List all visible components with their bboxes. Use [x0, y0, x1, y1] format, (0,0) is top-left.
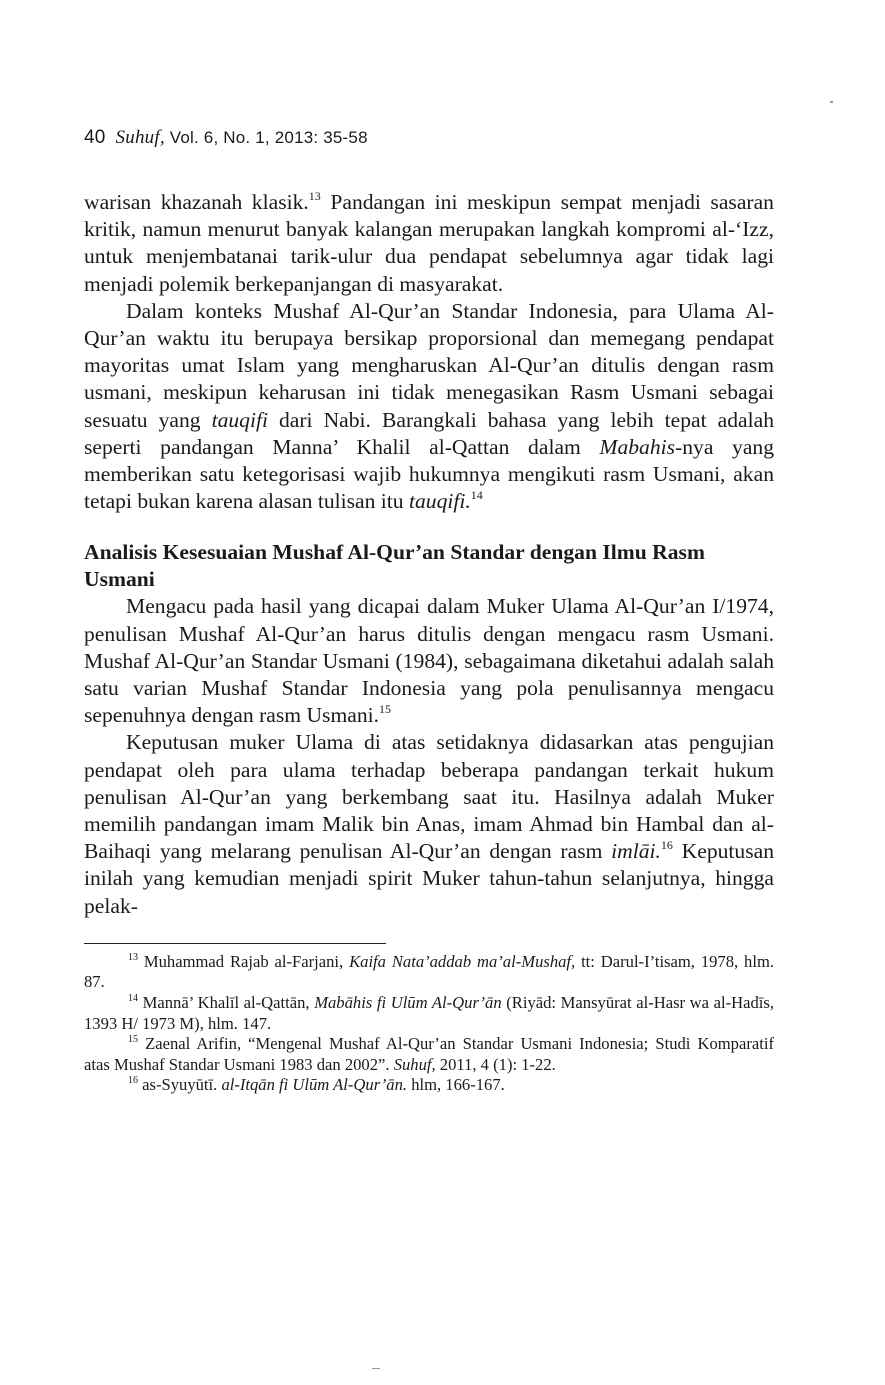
page — [84, 127, 774, 1096]
scan-speck — [372, 1368, 380, 1369]
paragraph-1: warisan khazanah klasik.$^{13}$ Pandangan ini meskipun sempat menjadi sasaran kritik, namun menurut banyak kalangan merupakan langkah kompromi al-‘Izz, untuk menjembatanai tarik-ulur dua pendapat sebelumnya agar tidak lagi menjadi polemik berkepanjangan di masyarakat. — [84, 189, 774, 296]
footnote-divider — [84, 943, 386, 944]
footnote-16: $^{16}$ as-Syuyūtī. al-Itqān fi Ulūm Al-Qur’ān. hlm, 166-167. — [128, 1075, 505, 1095]
footnote-ref: 13 — [308, 189, 321, 203]
page-number: 40 — [84, 127, 106, 148]
section-heading: Analisis Kesesuaian Mushaf Al-Qur’an Standar dengan Ilmu Rasm Usmani — [84, 540, 705, 592]
footnote-15: $^{15}$ Zaenal Arifin, “Mengenal Mushaf Al-Qur’an Standar Usmani Indonesia; Studi Komparatif atas Mushaf Standar Usmani 1983 dan 2002”. Suhuf, 2011, 4 (1): 1-22. — [84, 1034, 774, 1074]
journal-citation: Vol. 6, No. 1, 2013: 35-58 — [169, 128, 368, 147]
journal-name: Suhuf, — [115, 127, 165, 148]
scan-speck — [830, 101, 833, 103]
footnote-ref: 15 — [379, 702, 392, 717]
footnote-13: $^{13}$ Muhammad Rajab al-Farjani, Kaifa Nata’addab ma’al-Mushaf, tt: Darul-I’tisam, 1978, hlm. 87. — [84, 951, 775, 992]
paragraph-3: Mengacu pada hasil yang dicapai dalam Muker Ulama Al-Qur’an I/1974, penulisan Mushaf Al-Qur’an harus ditulis dengan mengacu rasm Usmani. Mushaf Al-Qur’an Standar Usmani (1984), sebagaimana diketahui adalah salah satu varian Mushaf Standar Indonesia yang pola penulisannya mengacu sepenuhnya dengan rasm Usmani.$^{15}$ — [84, 594, 774, 728]
body-text — [84, 189, 774, 920]
footnote-ref: 14 — [470, 488, 483, 503]
paragraph-2: Dalam konteks Mushaf Al-Qur’an Standar Indonesia, para Ulama Al-Qur’an waktu itu berupaya bersikap proporsional dan memegang pendapat mayoritas umat Islam yang mengharuskan Al-Qur’an ditulis dengan rasm usmani, meskipun keharusan ini tidak menegasikan Rasm Usmani sebagai sesuatu yang tauqifi dari Nabi. Barangkali bahasa yang lebih tepat adalah seperti pandangan Manna’ Khalil al-Qattan dalam Mabahis-nya yang memberikan satu ketegorisasi wajib hukumnya mengikuti rasm Usmani, akan tetapi bukan karena alasan tulisan itu tauqifi.$^{14}$ — [84, 298, 774, 514]
running-head — [84, 127, 774, 153]
paragraph-4: Keputusan muker Ulama di atas setidaknya didasarkan atas pengujian pendapat oleh para ulama terhadap beberapa pandangan terkait hukum penulisan Al-Qur’an yang berkembang saat itu. Hasilnya adalah Muker memilih pandangan imam Malik bin Anas, imam Ahmad bin Hambal dan al-Baihaqi yang melarang penulisan Al-Qur’an dengan rasm imlāi.$^{16}$ Keputusan inilah yang kemudian menjadi spirit Muker tahun-tahun selanjutnya, hingga pelak- — [84, 730, 774, 918]
footnote-ref: 16 — [660, 838, 673, 853]
footnote-14: $^{14}$ Mannā’ Khalīl al-Qattān, Mabāhis fi Ulūm Al-Qur’ān (Riyād: Mansyūrat al-Hasr wa al-Hadīs, 1393 H/ 1973 M), hlm. 147. — [84, 993, 775, 1033]
footnotes — [84, 952, 774, 1096]
